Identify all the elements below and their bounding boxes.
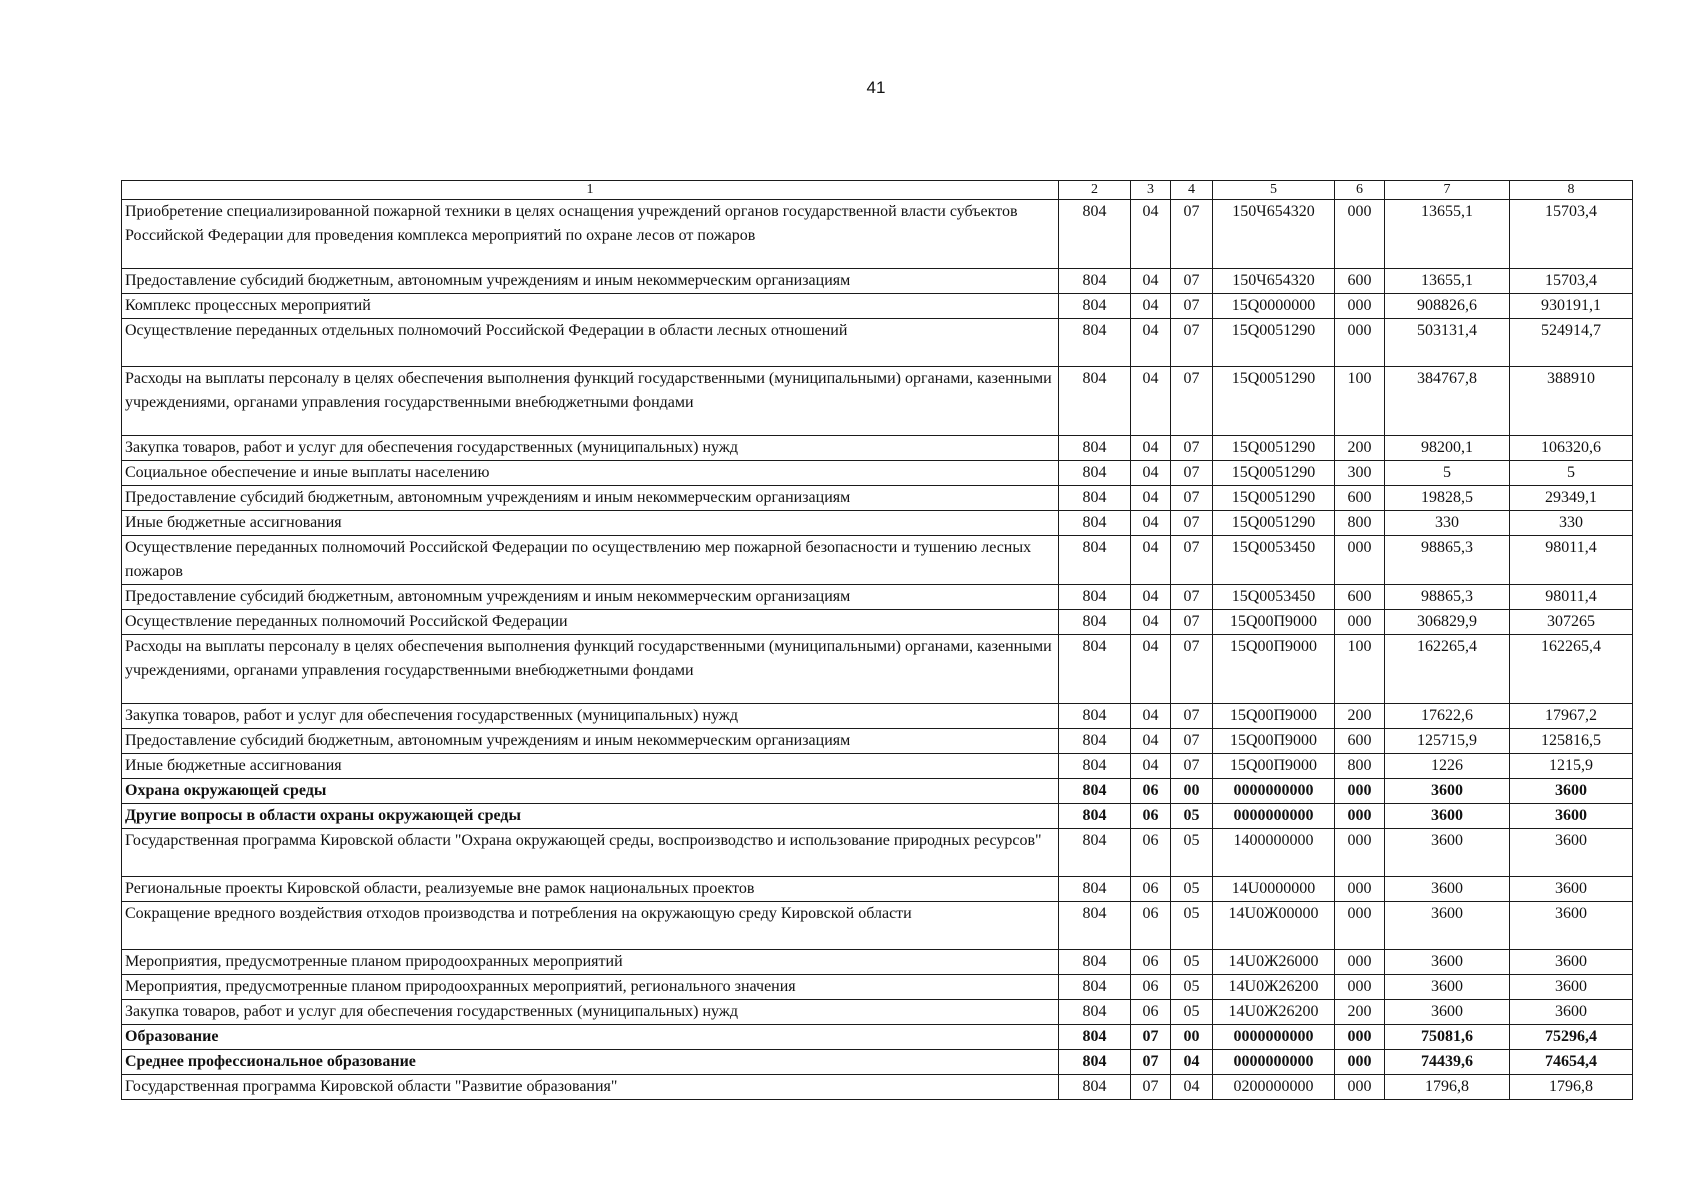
row-name-cell: Сокращение вредного воздействия отходов производства и потребления на окружающую среду Кировской области	[122, 902, 1059, 950]
subsection-cell: 07	[1171, 200, 1213, 269]
row-name-cell: Предоставление субсидий бюджетным, автономным учреждениям и иным некоммерческим организациям	[122, 486, 1059, 511]
ministry-code-cell: 804	[1059, 975, 1131, 1000]
subsection-cell: 04	[1171, 1050, 1213, 1075]
ministry-code-cell: 804	[1059, 1025, 1131, 1050]
ministry-code-cell: 804	[1059, 511, 1131, 536]
header-cell: 6	[1335, 181, 1385, 200]
amount-year1-cell: 3600	[1385, 950, 1510, 975]
section-cell: 07	[1131, 1025, 1171, 1050]
section-cell: 04	[1131, 367, 1171, 436]
amount-year2-cell: 1215,9	[1510, 754, 1633, 779]
ministry-code-cell: 804	[1059, 1050, 1131, 1075]
amount-year2-cell: 75296,4	[1510, 1025, 1633, 1050]
target-article-cell: 0200000000	[1213, 1075, 1335, 1100]
amount-year2-cell: 98011,4	[1510, 536, 1633, 585]
target-article-cell: 15Q00П9000	[1213, 754, 1335, 779]
section-cell: 04	[1131, 269, 1171, 294]
ministry-code-cell: 804	[1059, 704, 1131, 729]
subsection-cell: 07	[1171, 461, 1213, 486]
expense-type-cell: 000	[1335, 779, 1385, 804]
section-cell: 04	[1131, 536, 1171, 585]
row-name-cell: Предоставление субсидий бюджетным, автономным учреждениям и иным некоммерческим организациям	[122, 585, 1059, 610]
amount-year1-cell: 3600	[1385, 877, 1510, 902]
expense-type-cell: 000	[1335, 1075, 1385, 1100]
row-name-cell: Другие вопросы в области охраны окружающей среды	[122, 804, 1059, 829]
amount-year2-cell: 15703,4	[1510, 269, 1633, 294]
table-row	[122, 486, 1633, 511]
amount-year2-cell: 3600	[1510, 1000, 1633, 1025]
amount-year2-cell: 15703,4	[1510, 200, 1633, 269]
row-name-cell: Мероприятия, предусмотренные планом природоохранных мероприятий	[122, 950, 1059, 975]
row-name-cell: Государственная программа Кировской области "Развитие образования"	[122, 1075, 1059, 1100]
expense-type-cell: 800	[1335, 511, 1385, 536]
amount-year1-cell: 17622,6	[1385, 704, 1510, 729]
amount-year1-cell: 98865,3	[1385, 585, 1510, 610]
row-name-cell: Закупка товаров, работ и услуг для обеспечения государственных (муниципальных) нужд	[122, 704, 1059, 729]
subsection-cell: 05	[1171, 975, 1213, 1000]
row-name-cell: Закупка товаров, работ и услуг для обеспечения государственных (муниципальных) нужд	[122, 436, 1059, 461]
subsection-cell: 05	[1171, 950, 1213, 975]
section-cell: 04	[1131, 200, 1171, 269]
section-cell: 06	[1131, 877, 1171, 902]
amount-year2-cell: 3600	[1510, 829, 1633, 877]
section-cell: 04	[1131, 729, 1171, 754]
target-article-cell: 14U0Ж00000	[1213, 902, 1335, 950]
amount-year1-cell: 503131,4	[1385, 319, 1510, 367]
ministry-code-cell: 804	[1059, 200, 1131, 269]
target-article-cell: 15Q0051290	[1213, 367, 1335, 436]
section-cell: 04	[1131, 754, 1171, 779]
subsection-cell: 07	[1171, 319, 1213, 367]
ministry-code-cell: 804	[1059, 367, 1131, 436]
subsection-cell: 07	[1171, 367, 1213, 436]
subsection-cell: 05	[1171, 1000, 1213, 1025]
amount-year2-cell: 3600	[1510, 902, 1633, 950]
target-article-cell: 15Q0053450	[1213, 536, 1335, 585]
table-row	[122, 877, 1633, 902]
target-article-cell: 15Q0051290	[1213, 436, 1335, 461]
table-row	[122, 367, 1633, 436]
table-row	[122, 729, 1633, 754]
subsection-cell: 07	[1171, 269, 1213, 294]
table-row	[122, 704, 1633, 729]
row-name-cell: Социальное обеспечение и иные выплаты населению	[122, 461, 1059, 486]
amount-year1-cell: 330	[1385, 511, 1510, 536]
amount-year2-cell: 307265	[1510, 610, 1633, 635]
amount-year1-cell: 908826,6	[1385, 294, 1510, 319]
header-cell: 5	[1213, 181, 1335, 200]
subsection-cell: 07	[1171, 754, 1213, 779]
header-row	[122, 181, 1633, 200]
table-row	[122, 511, 1633, 536]
expense-type-cell: 800	[1335, 754, 1385, 779]
amount-year2-cell: 388910	[1510, 367, 1633, 436]
expense-type-cell: 000	[1335, 294, 1385, 319]
table-body	[122, 200, 1633, 1100]
table-row	[122, 950, 1633, 975]
expense-type-cell: 000	[1335, 877, 1385, 902]
target-article-cell: 15Q00П9000	[1213, 729, 1335, 754]
subsection-cell: 07	[1171, 486, 1213, 511]
expense-type-cell: 100	[1335, 367, 1385, 436]
table-row	[122, 829, 1633, 877]
section-cell: 04	[1131, 610, 1171, 635]
page-number: 41	[866, 78, 886, 97]
subsection-cell: 07	[1171, 704, 1213, 729]
section-cell: 04	[1131, 635, 1171, 704]
amount-year1-cell: 98200,1	[1385, 436, 1510, 461]
expense-type-cell: 100	[1335, 635, 1385, 704]
target-article-cell: 150Ч654320	[1213, 269, 1335, 294]
target-article-cell: 15Q0051290	[1213, 486, 1335, 511]
amount-year1-cell: 74439,6	[1385, 1050, 1510, 1075]
ministry-code-cell: 804	[1059, 536, 1131, 585]
ministry-code-cell: 804	[1059, 1000, 1131, 1025]
target-article-cell: 15Q00П9000	[1213, 704, 1335, 729]
expense-type-cell: 000	[1335, 610, 1385, 635]
subsection-cell: 07	[1171, 610, 1213, 635]
row-name-cell: Осуществление переданных полномочий Российской Федерации	[122, 610, 1059, 635]
row-name-cell: Иные бюджетные ассигнования	[122, 754, 1059, 779]
ministry-code-cell: 804	[1059, 319, 1131, 367]
section-cell: 04	[1131, 585, 1171, 610]
amount-year2-cell: 3600	[1510, 950, 1633, 975]
target-article-cell: 0000000000	[1213, 779, 1335, 804]
subsection-cell: 04	[1171, 1075, 1213, 1100]
amount-year2-cell: 74654,4	[1510, 1050, 1633, 1075]
row-name-cell: Среднее профессиональное образование	[122, 1050, 1059, 1075]
row-name-cell: Предоставление субсидий бюджетным, автономным учреждениям и иным некоммерческим организациям	[122, 729, 1059, 754]
header-cell: 4	[1171, 181, 1213, 200]
amount-year2-cell: 162265,4	[1510, 635, 1633, 704]
table-row	[122, 1050, 1633, 1075]
ministry-code-cell: 804	[1059, 877, 1131, 902]
target-article-cell: 15Q00П9000	[1213, 635, 1335, 704]
amount-year1-cell: 1226	[1385, 754, 1510, 779]
target-article-cell: 15Q00П9000	[1213, 610, 1335, 635]
table-row	[122, 975, 1633, 1000]
section-cell: 04	[1131, 319, 1171, 367]
amount-year2-cell: 29349,1	[1510, 486, 1633, 511]
expense-type-cell: 600	[1335, 486, 1385, 511]
section-cell: 06	[1131, 975, 1171, 1000]
ministry-code-cell: 804	[1059, 610, 1131, 635]
expense-type-cell: 600	[1335, 269, 1385, 294]
target-article-cell: 14U0Ж26200	[1213, 1000, 1335, 1025]
amount-year1-cell: 3600	[1385, 975, 1510, 1000]
expense-type-cell: 000	[1335, 902, 1385, 950]
amount-year1-cell: 98865,3	[1385, 536, 1510, 585]
ministry-code-cell: 804	[1059, 829, 1131, 877]
amount-year2-cell: 5	[1510, 461, 1633, 486]
ministry-code-cell: 804	[1059, 635, 1131, 704]
amount-year1-cell: 3600	[1385, 902, 1510, 950]
expense-type-cell: 200	[1335, 436, 1385, 461]
table-row	[122, 1000, 1633, 1025]
expense-type-cell: 000	[1335, 829, 1385, 877]
ministry-code-cell: 804	[1059, 486, 1131, 511]
row-name-cell: Государственная программа Кировской области "Охрана окружающей среды, воспроизводство и использование природных ресурсов"	[122, 829, 1059, 877]
target-article-cell: 14U0Ж26000	[1213, 950, 1335, 975]
amount-year1-cell: 75081,6	[1385, 1025, 1510, 1050]
target-article-cell: 14U0Ж26200	[1213, 975, 1335, 1000]
subsection-cell: 05	[1171, 902, 1213, 950]
section-cell: 07	[1131, 1050, 1171, 1075]
row-name-cell: Осуществление переданных отдельных полномочий Российской Федерации в области лесных отношений	[122, 319, 1059, 367]
header-cell: 1	[122, 181, 1059, 200]
target-article-cell: 1400000000	[1213, 829, 1335, 877]
row-name-cell: Приобретение специализированной пожарной техники в целях оснащения учреждений органов государственной власти субъектов Российской Федерации для проведения комплекса мероприятий по охране лесов от пожаров	[122, 200, 1059, 269]
row-name-cell: Осуществление переданных полномочий Российской Федерации по осуществлению мер пожарной безопасности и тушению лесных пожаров	[122, 536, 1059, 585]
amount-year2-cell: 524914,7	[1510, 319, 1633, 367]
amount-year1-cell: 19828,5	[1385, 486, 1510, 511]
table-row	[122, 269, 1633, 294]
header-cell: 7	[1385, 181, 1510, 200]
amount-year1-cell: 162265,4	[1385, 635, 1510, 704]
expense-type-cell: 000	[1335, 950, 1385, 975]
section-cell: 04	[1131, 486, 1171, 511]
row-name-cell: Комплекс процессных мероприятий	[122, 294, 1059, 319]
amount-year1-cell: 3600	[1385, 1000, 1510, 1025]
expense-type-cell: 200	[1335, 1000, 1385, 1025]
row-name-cell: Образование	[122, 1025, 1059, 1050]
section-cell: 04	[1131, 436, 1171, 461]
target-article-cell: 0000000000	[1213, 1050, 1335, 1075]
subsection-cell: 05	[1171, 829, 1213, 877]
expense-type-cell: 000	[1335, 536, 1385, 585]
amount-year1-cell: 125715,9	[1385, 729, 1510, 754]
row-name-cell: Иные бюджетные ассигнования	[122, 511, 1059, 536]
section-cell: 04	[1131, 461, 1171, 486]
header-cell: 2	[1059, 181, 1131, 200]
amount-year2-cell: 125816,5	[1510, 729, 1633, 754]
header-cell: 3	[1131, 181, 1171, 200]
amount-year2-cell: 106320,6	[1510, 436, 1633, 461]
subsection-cell: 07	[1171, 536, 1213, 585]
subsection-cell: 07	[1171, 294, 1213, 319]
ministry-code-cell: 804	[1059, 1075, 1131, 1100]
target-article-cell: 0000000000	[1213, 804, 1335, 829]
row-name-cell: Охрана окружающей среды	[122, 779, 1059, 804]
section-cell: 06	[1131, 804, 1171, 829]
row-name-cell: Региональные проекты Кировской области, реализуемые вне рамок национальных проектов	[122, 877, 1059, 902]
ministry-code-cell: 804	[1059, 779, 1131, 804]
amount-year2-cell: 930191,1	[1510, 294, 1633, 319]
ministry-code-cell: 804	[1059, 950, 1131, 975]
ministry-code-cell: 804	[1059, 729, 1131, 754]
target-article-cell: 15Q0051290	[1213, 461, 1335, 486]
expense-type-cell: 000	[1335, 319, 1385, 367]
expense-type-cell: 000	[1335, 975, 1385, 1000]
table-row	[122, 804, 1633, 829]
table-row	[122, 635, 1633, 704]
subsection-cell: 07	[1171, 635, 1213, 704]
section-cell: 07	[1131, 1075, 1171, 1100]
amount-year1-cell: 3600	[1385, 779, 1510, 804]
target-article-cell: 150Ч654320	[1213, 200, 1335, 269]
table-row	[122, 536, 1633, 585]
amount-year1-cell: 384767,8	[1385, 367, 1510, 436]
amount-year1-cell: 3600	[1385, 804, 1510, 829]
target-article-cell: 0000000000	[1213, 1025, 1335, 1050]
ministry-code-cell: 804	[1059, 754, 1131, 779]
amount-year1-cell: 5	[1385, 461, 1510, 486]
amount-year1-cell: 13655,1	[1385, 269, 1510, 294]
expense-type-cell: 600	[1335, 585, 1385, 610]
budget-table	[121, 180, 1633, 1100]
ministry-code-cell: 804	[1059, 902, 1131, 950]
section-cell: 04	[1131, 294, 1171, 319]
ministry-code-cell: 804	[1059, 461, 1131, 486]
target-article-cell: 15Q0000000	[1213, 294, 1335, 319]
amount-year2-cell: 1796,8	[1510, 1075, 1633, 1100]
ministry-code-cell: 804	[1059, 294, 1131, 319]
subsection-cell: 07	[1171, 436, 1213, 461]
target-article-cell: 14U0000000	[1213, 877, 1335, 902]
row-name-cell: Закупка товаров, работ и услуг для обеспечения государственных (муниципальных) нужд	[122, 1000, 1059, 1025]
subsection-cell: 05	[1171, 804, 1213, 829]
amount-year1-cell: 306829,9	[1385, 610, 1510, 635]
ministry-code-cell: 804	[1059, 436, 1131, 461]
table-row	[122, 902, 1633, 950]
expense-type-cell: 000	[1335, 1050, 1385, 1075]
row-name-cell: Мероприятия, предусмотренные планом природоохранных мероприятий, регионального значения	[122, 975, 1059, 1000]
table-row	[122, 200, 1633, 269]
target-article-cell: 15Q0051290	[1213, 319, 1335, 367]
table-row	[122, 585, 1633, 610]
amount-year2-cell: 3600	[1510, 975, 1633, 1000]
section-cell: 04	[1131, 511, 1171, 536]
section-cell: 04	[1131, 704, 1171, 729]
ministry-code-cell: 804	[1059, 585, 1131, 610]
table-row	[122, 436, 1633, 461]
ministry-code-cell: 804	[1059, 269, 1131, 294]
section-cell: 06	[1131, 779, 1171, 804]
ministry-code-cell: 804	[1059, 804, 1131, 829]
amount-year2-cell: 17967,2	[1510, 704, 1633, 729]
amount-year1-cell: 3600	[1385, 829, 1510, 877]
amount-year2-cell: 3600	[1510, 779, 1633, 804]
row-name-cell: Расходы на выплаты персоналу в целях обеспечения выполнения функций государственными (муниципальными) органами, казенными учреждениями, органами управления государственными внебюджетными фондами	[122, 367, 1059, 436]
subsection-cell: 07	[1171, 585, 1213, 610]
expense-type-cell: 000	[1335, 200, 1385, 269]
row-name-cell: Предоставление субсидий бюджетным, автономным учреждениям и иным некоммерческим организациям	[122, 269, 1059, 294]
section-cell: 06	[1131, 1000, 1171, 1025]
section-cell: 06	[1131, 829, 1171, 877]
expense-type-cell: 300	[1335, 461, 1385, 486]
table-row	[122, 461, 1633, 486]
amount-year2-cell: 3600	[1510, 877, 1633, 902]
table-row	[122, 779, 1633, 804]
section-cell: 06	[1131, 950, 1171, 975]
expense-type-cell: 000	[1335, 804, 1385, 829]
subsection-cell: 07	[1171, 729, 1213, 754]
target-article-cell: 15Q0051290	[1213, 511, 1335, 536]
table-row	[122, 319, 1633, 367]
table-row	[122, 754, 1633, 779]
amount-year1-cell: 1796,8	[1385, 1075, 1510, 1100]
header-cell: 8	[1510, 181, 1633, 200]
row-name-cell: Расходы на выплаты персоналу в целях обеспечения выполнения функций государственными (муниципальными) органами, казенными учреждениями, органами управления государственными внебюджетными фондами	[122, 635, 1059, 704]
subsection-cell: 00	[1171, 1025, 1213, 1050]
amount-year2-cell: 3600	[1510, 804, 1633, 829]
section-cell: 06	[1131, 902, 1171, 950]
amount-year2-cell: 330	[1510, 511, 1633, 536]
amount-year2-cell: 98011,4	[1510, 585, 1633, 610]
amount-year1-cell: 13655,1	[1385, 200, 1510, 269]
expense-type-cell: 600	[1335, 729, 1385, 754]
table-row	[122, 1025, 1633, 1050]
subsection-cell: 00	[1171, 779, 1213, 804]
expense-type-cell: 200	[1335, 704, 1385, 729]
table-row	[122, 610, 1633, 635]
subsection-cell: 05	[1171, 877, 1213, 902]
table-row	[122, 1075, 1633, 1100]
subsection-cell: 07	[1171, 511, 1213, 536]
table-row	[122, 294, 1633, 319]
expense-type-cell: 000	[1335, 1025, 1385, 1050]
target-article-cell: 15Q0053450	[1213, 585, 1335, 610]
